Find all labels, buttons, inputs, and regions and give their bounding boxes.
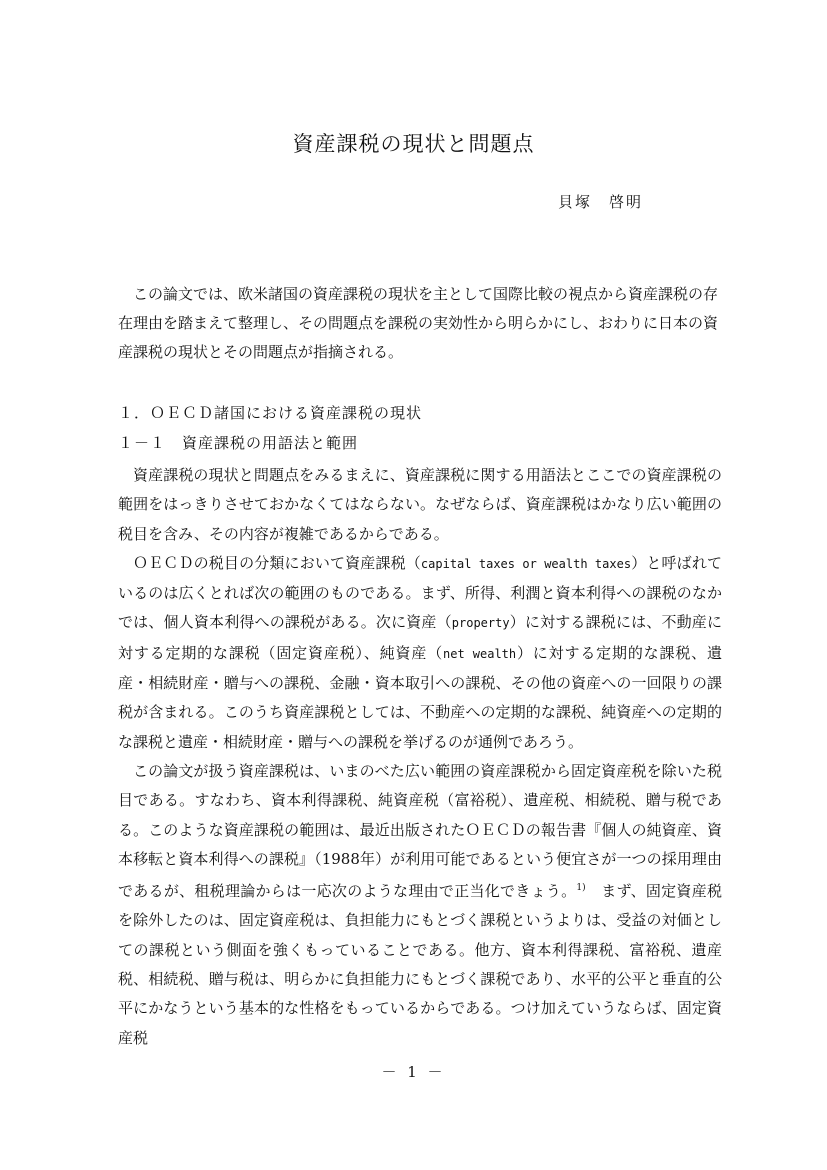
paragraph-2-part-d: ）に対する定期的な課税、遺産・相続財産・贈与への課税、金融・資本取引への課税、その他の資産への一回限りの課税が含まれる。このうち資産課税としては、不動産への定期的な課税、純資産への定期的な課税と遺産・相続財産・贈与への課税を挙げるのが通例であろう。	[118, 643, 722, 751]
body-text	[118, 461, 722, 1053]
term-property: property	[451, 616, 510, 631]
paragraph-2-part-a: ＯＥＣＤの税目の分類において資産課税（	[133, 553, 421, 572]
body-paragraph-1: 資産課税の現状と問題点をみるまえに、資産課税に関する用語法とここでの資産課税の範囲をはっきりさせておかなくてはならない。なぜならば、資産課税はかなり広い範囲の税目を含み、その内容が複雑であるからである。	[118, 466, 722, 543]
section-heading: １．ＯＥＣＤ諸国における資産課税の現状	[118, 404, 423, 422]
author-name: 貝塚 啓明	[558, 193, 644, 211]
document-title: 資産課税の現状と問題点	[292, 132, 535, 156]
body-paragraph-2	[118, 549, 722, 757]
abstract-paragraph: この論文では、欧米諸国の資産課税の現状を主として国際比較の視点から資産課税の存在理由を踏まえて整理し、その問題点を課税の実効性から明らかにし、おわりに日本の資産課税の現状とその問題点が指摘される。	[118, 285, 719, 361]
paragraph-2-part-b: ）と呼ばれているのは広くとれば次の範囲のものである。まず、所得、利潤と資本利得への課税のなかでは、個人資本利得への課税がある。次に資産（	[118, 553, 722, 632]
body-paragraph-3	[118, 757, 722, 1053]
footnote-marker[interactable]: 1)	[576, 883, 586, 894]
term-net-wealth: net wealth	[443, 646, 517, 661]
paragraph-2-part-c: ）に対する課税には、不動産に対する定期的な課税（固定資産税）、純資産（	[118, 613, 722, 662]
subsection-heading: １－１ 資産課税の用語法と範囲	[118, 434, 359, 452]
paragraph-3-part-a: この論文が扱う資産課税は、いまのべた広い範囲の資産課税から固定資産税を除いた税目である。すなわち、資本利得課税、純資産税（富裕税）、遺産税、相続税、贈与税である。このような資産課税の範囲は、最近出版されたＯＥＣＤの報告書『個人の純資産、資本移転と資本利得への課税』（1988年）が利用可能であるという便宜さが一つの採用理由であるが、租税理論からは一応次のような理由で正当化できょう。	[118, 761, 722, 901]
page-number: － 1 －	[381, 1063, 446, 1081]
abstract	[118, 280, 722, 367]
term-capital-taxes: capital taxes or wealth taxes	[420, 556, 632, 571]
paragraph-3-part-b: まず、固定資産税を除外したのは、固定資産税は、負担能力にもとづく課税というよりは、受益の対価としての課税という側面を強くもっていることである。他方、資本利得課税、富裕税、遺産税、相続税、贈与税は、明らかに負担能力にもとづく課税であり、水平的公平と垂直的公平にかなうという基本的な性格をもっているからである。つけ加えていうならば、固定資産税	[118, 882, 722, 1047]
